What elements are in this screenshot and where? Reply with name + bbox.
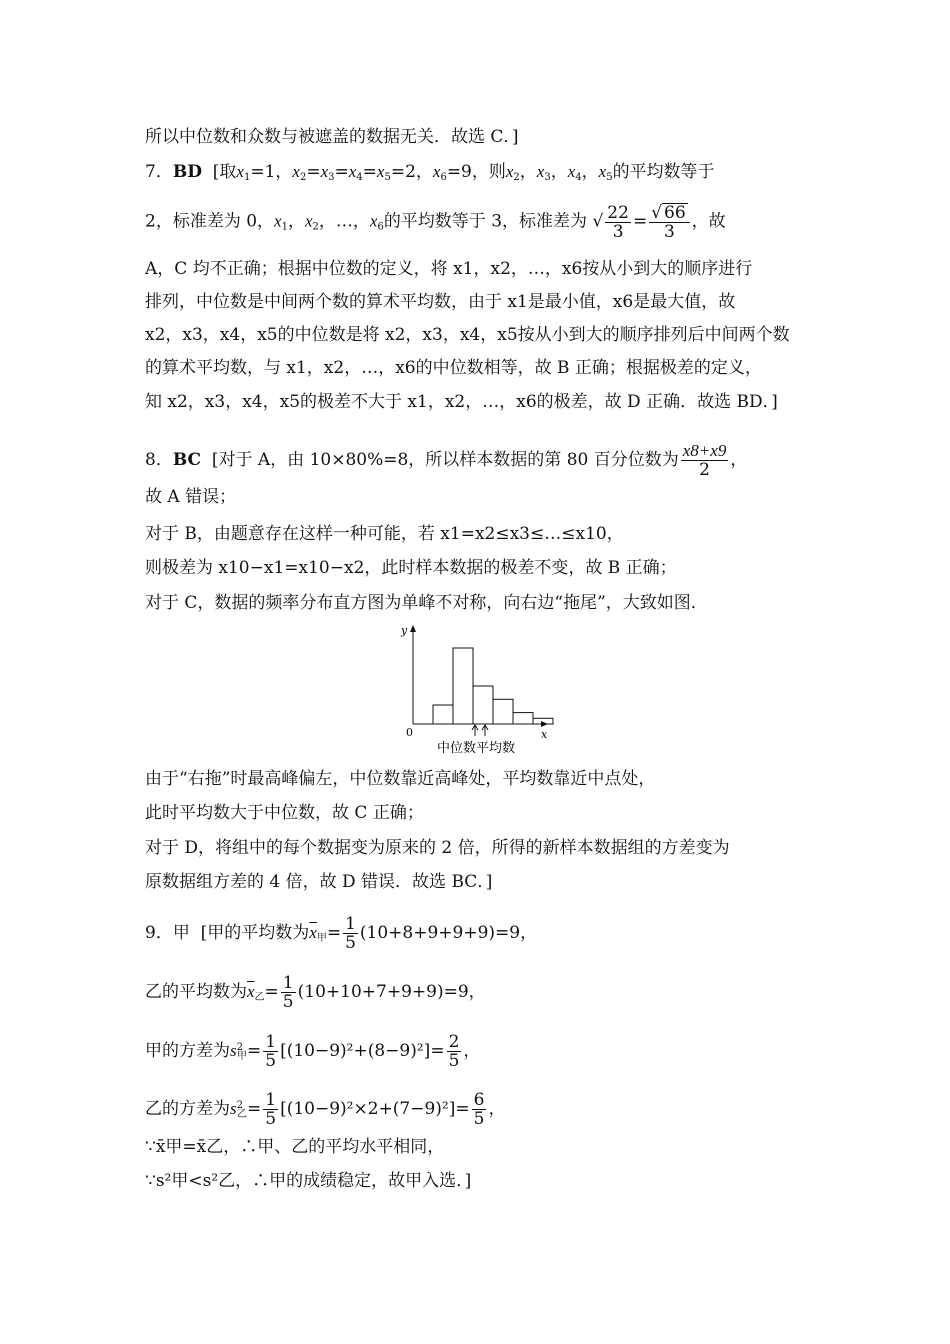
q7-line6: 的算术平均数，与 x1，x2，…，x6的中位数相等，故 B 正确；根据极差的定义， <box>145 358 762 378</box>
histogram-bar <box>493 699 513 724</box>
histogram-bar <box>513 713 533 724</box>
q8-line4: 则极差为 x10−x1=x10−x2，此时样本数据的极差不变，故 B 正确； <box>145 558 677 578</box>
q9-line3: 甲的方差为$s^2_甲=$ $\frac{1}{5}$ [(10−9)²+(8−9)²]= $\frac{2}{5}$ ， <box>145 1032 481 1071</box>
q8-line5: 对于 C，数据的频率分布直方图为单峰不对称，向右边“拖尾”，大致如图． <box>145 593 708 613</box>
q8-line2: 故 A 错误； <box>145 487 237 507</box>
q7-line5: x2，x3，x4，x5的中位数是将 x2，x3，x4，x5按从小到大的顺序排列后中间两个数 <box>145 325 790 345</box>
origin-label: 0 <box>406 726 413 739</box>
median-arrow <box>472 725 478 736</box>
q7-line4: 排列，中位数是中间两个数的算术平均数，由于 x1是最小值，x6是最大值，故 <box>145 292 736 312</box>
mean-arrow <box>482 725 488 736</box>
q7-line1: 7．BD [取$x_1=1$，$x_2=x_3=x_4=x_5=2$，$x_6=9$，则$x_2$，$x_3$，$x_4$，$x_5$的平均数等于 <box>145 162 715 183</box>
q8-line9: 原数据组方差的 4 倍，故 D 错误．故选 BC．] <box>145 872 493 892</box>
chart-caption: 中位数平均数 <box>437 741 516 756</box>
paragraph-line: 所以中位数和众数与被遮盖的数据无关．故选 C．] <box>145 127 519 147</box>
q9-line5: ∵x̄甲=x̄乙，∴甲、乙的平均水平相同， <box>145 1137 445 1157</box>
histogram-bar <box>453 648 473 724</box>
q9-line6: ∵s²甲<s²乙，∴甲的成绩稳定，故甲入选．] <box>145 1171 472 1191</box>
y-axis-arrow <box>410 625 416 632</box>
histogram-bar <box>473 686 493 724</box>
q9-line4: 乙的方差为$s^2_乙=$ $\frac{1}{5}$ [(10−9)²×2+(7−9)²]= $\frac{6}{5}$ ， <box>145 1090 506 1129</box>
histogram-bar <box>433 705 453 724</box>
q8-line3: 对于 B，由题意存在这样一种可能，若 x1=x2≤x3≤…≤x10， <box>145 524 624 544</box>
q7-line7: 知 x2，x3，x4，x5的极差不大于 x1，x2，…，x6的极差，故 D 正确．故选 BD．] <box>145 392 778 412</box>
histogram-chart <box>395 620 560 760</box>
q8-line6: 由于“右拖”时最高峰偏左，中位数靠近高峰处，平均数靠近中点处， <box>145 769 656 789</box>
q7-line3: A，C 均不正确；根据中位数的定义，将 x1，x2，…，x6按从小到大的顺序进行 <box>145 259 753 279</box>
x-axis-label: x <box>541 728 548 741</box>
q8-line8: 对于 D，将组中的每个数据变为原来的 2 倍，所得的新样本数据组的方差变为 <box>145 838 730 858</box>
y-axis-label: y <box>401 624 408 637</box>
q9-line1: 9．甲 [甲的平均数为$\overline{x}_甲=$ $\frac{1}{5}$ (10+8+9+9+9)=9， <box>145 914 538 953</box>
q8-line1: 8．BC [对于 A，由 10×80%=8，所以样本数据的第 80 百分位数为 $\frac{x8+x9}{2}$ ， <box>145 441 748 480</box>
q9-line2: 乙的平均数为$\overline{x}_乙=$ $\frac{1}{5}$ (10+10+7+9+9)=9， <box>145 973 486 1012</box>
q8-line7: 此时平均数大于中位数，故 C 正确； <box>145 803 424 823</box>
q7-line2: 2，标准差为 0，$x_1$，$x_2$，…，$x_6$的平均数等于 3，标准差为 √ $\frac{22}{3}$ = $\frac{√ 66}{3}$ ，故 <box>145 202 726 242</box>
